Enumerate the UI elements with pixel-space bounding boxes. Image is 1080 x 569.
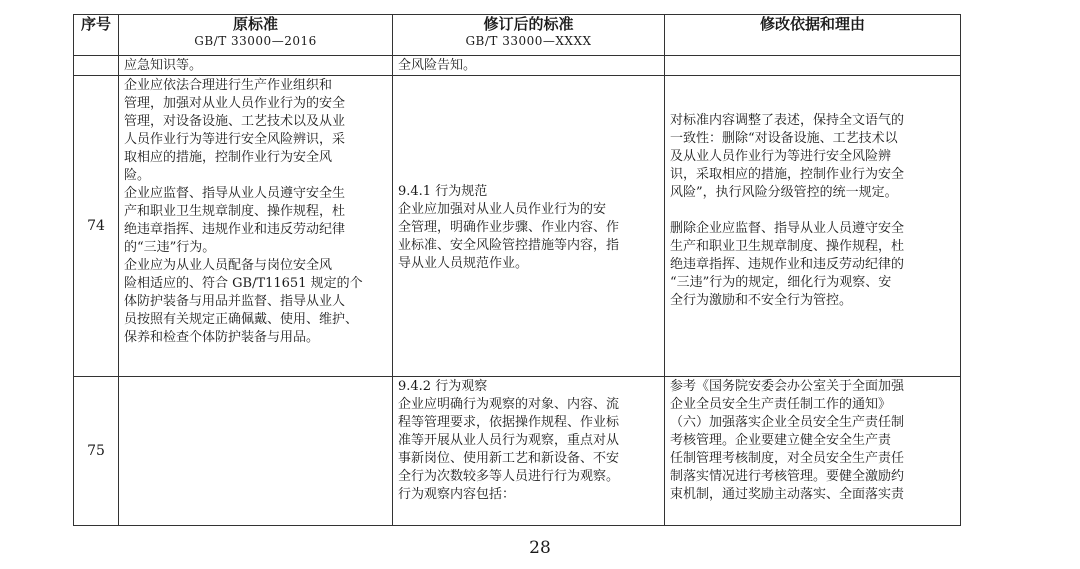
- row-original-text: 应急知识等。: [124, 58, 203, 73]
- row-seq: 74: [74, 76, 119, 377]
- row-revised-cell: [393, 56, 665, 76]
- row-reason-cell: [665, 76, 961, 377]
- row-revised-cell: [393, 76, 665, 377]
- row-reason-text: 参考《国务院安委会办公室关于全面加强 企业全员安全生产责任制工作的通知》 （六）加强落实企业全员安全生产责任制 考核管理。企业要建立健全安全生产责 任制管理考核制度，对全员安全生产责任 制落实情况进行考核管理。要健全激励约 束机制，通过奖励主动落实、全面落实责: [670, 379, 905, 502]
- row-reason-cell: [665, 56, 961, 76]
- header-reason-label: 修改依据和理由: [759, 15, 865, 33]
- header-revised-standard: [393, 15, 665, 56]
- table-row: [74, 377, 961, 526]
- page-number: 28: [529, 538, 551, 558]
- header-seq: [74, 15, 119, 56]
- header-original-code: GB/T 33000—2016: [194, 34, 317, 48]
- row-reason-cell: [665, 377, 961, 526]
- row-revised-text: 全风险告知。: [398, 58, 477, 73]
- row-revised-text: 9.4.2 行为观察 企业应明确行为观察的对象、内容、流 程等管理要求，依据操作规程、作业标 准等开展从业人员行为观察，重点对从 事新岗位、使用新工艺和新设备、不安 全行为次数较多等人员进行行为观察。 行为观察内容包括：: [398, 379, 620, 502]
- header-revised-title: 修订后的标准: [483, 15, 574, 33]
- row-original-cell: [119, 377, 393, 526]
- header-revised-code: GB/T 33000—XXXX: [465, 34, 592, 48]
- row-reason-text: [665, 56, 960, 57]
- row-original-cell: [119, 56, 393, 76]
- header-reason: [665, 15, 961, 56]
- row-revised-cell: [393, 377, 665, 526]
- row-seq: [74, 56, 119, 76]
- row-original-text: [119, 377, 392, 378]
- row-revised-text: 9.4.1 行为规范 企业应加强对从业人员作业行为的安 全管理，明确作业步骤、作业内容、作 业标准、安全风险管控措施等内容，指 导从业人员规范作业。: [398, 184, 620, 271]
- header-original-standard: [119, 15, 393, 56]
- table-row: [74, 56, 961, 76]
- row-reason-text: 对标准内容调整了表述，保持全文语气的 一致性：删除“对设备设施、工艺技术以 及从业人员作业行为等进行安全风险辨 识，采取相应的措施，控制作业行为安全 风险”，执行风险分级管控的统一规定。 删除企业应监督、指导从业人员遵守安全 生产和职业卫生规章制度、操作规程，杜 绝违章指挥、违规作业和违反劳动纪律的 “三违”行为的规定，细化行为观察、安 全行为激励和不安全行为管控。: [670, 113, 905, 308]
- table-row: [74, 76, 961, 377]
- row-original-text: 企业应依法合理进行生产作业组织和 管理，加强对从业人员作业行为的安全 管理，对设备设施、工艺技术以及从业 人员作业行为等进行安全风险辨识，采 取相应的措施，控制作业行为安全风 险。 企业应监督、指导从业人员遵守安全生 产和职业卫生规章制度、操作规程，杜 绝违章指挥、违规作业和违反劳动纪律 的“三违”行为。 企业应为从业人员配备与岗位安全风 险相适应的、符合 GB/T11651 规定的个 体防护装备与用品并监督、指导从业人 员按照有关规定正确佩戴、使用、维护、 保养和检查个体防护装备与用品。: [124, 78, 363, 345]
- header-seq-label: 序号: [80, 15, 111, 33]
- row-seq: 75: [74, 377, 119, 526]
- header-original-title: 原标准: [232, 15, 278, 33]
- standard-revision-table: [73, 14, 961, 526]
- row-original-cell: [119, 76, 393, 377]
- table-header-row: [74, 15, 961, 56]
